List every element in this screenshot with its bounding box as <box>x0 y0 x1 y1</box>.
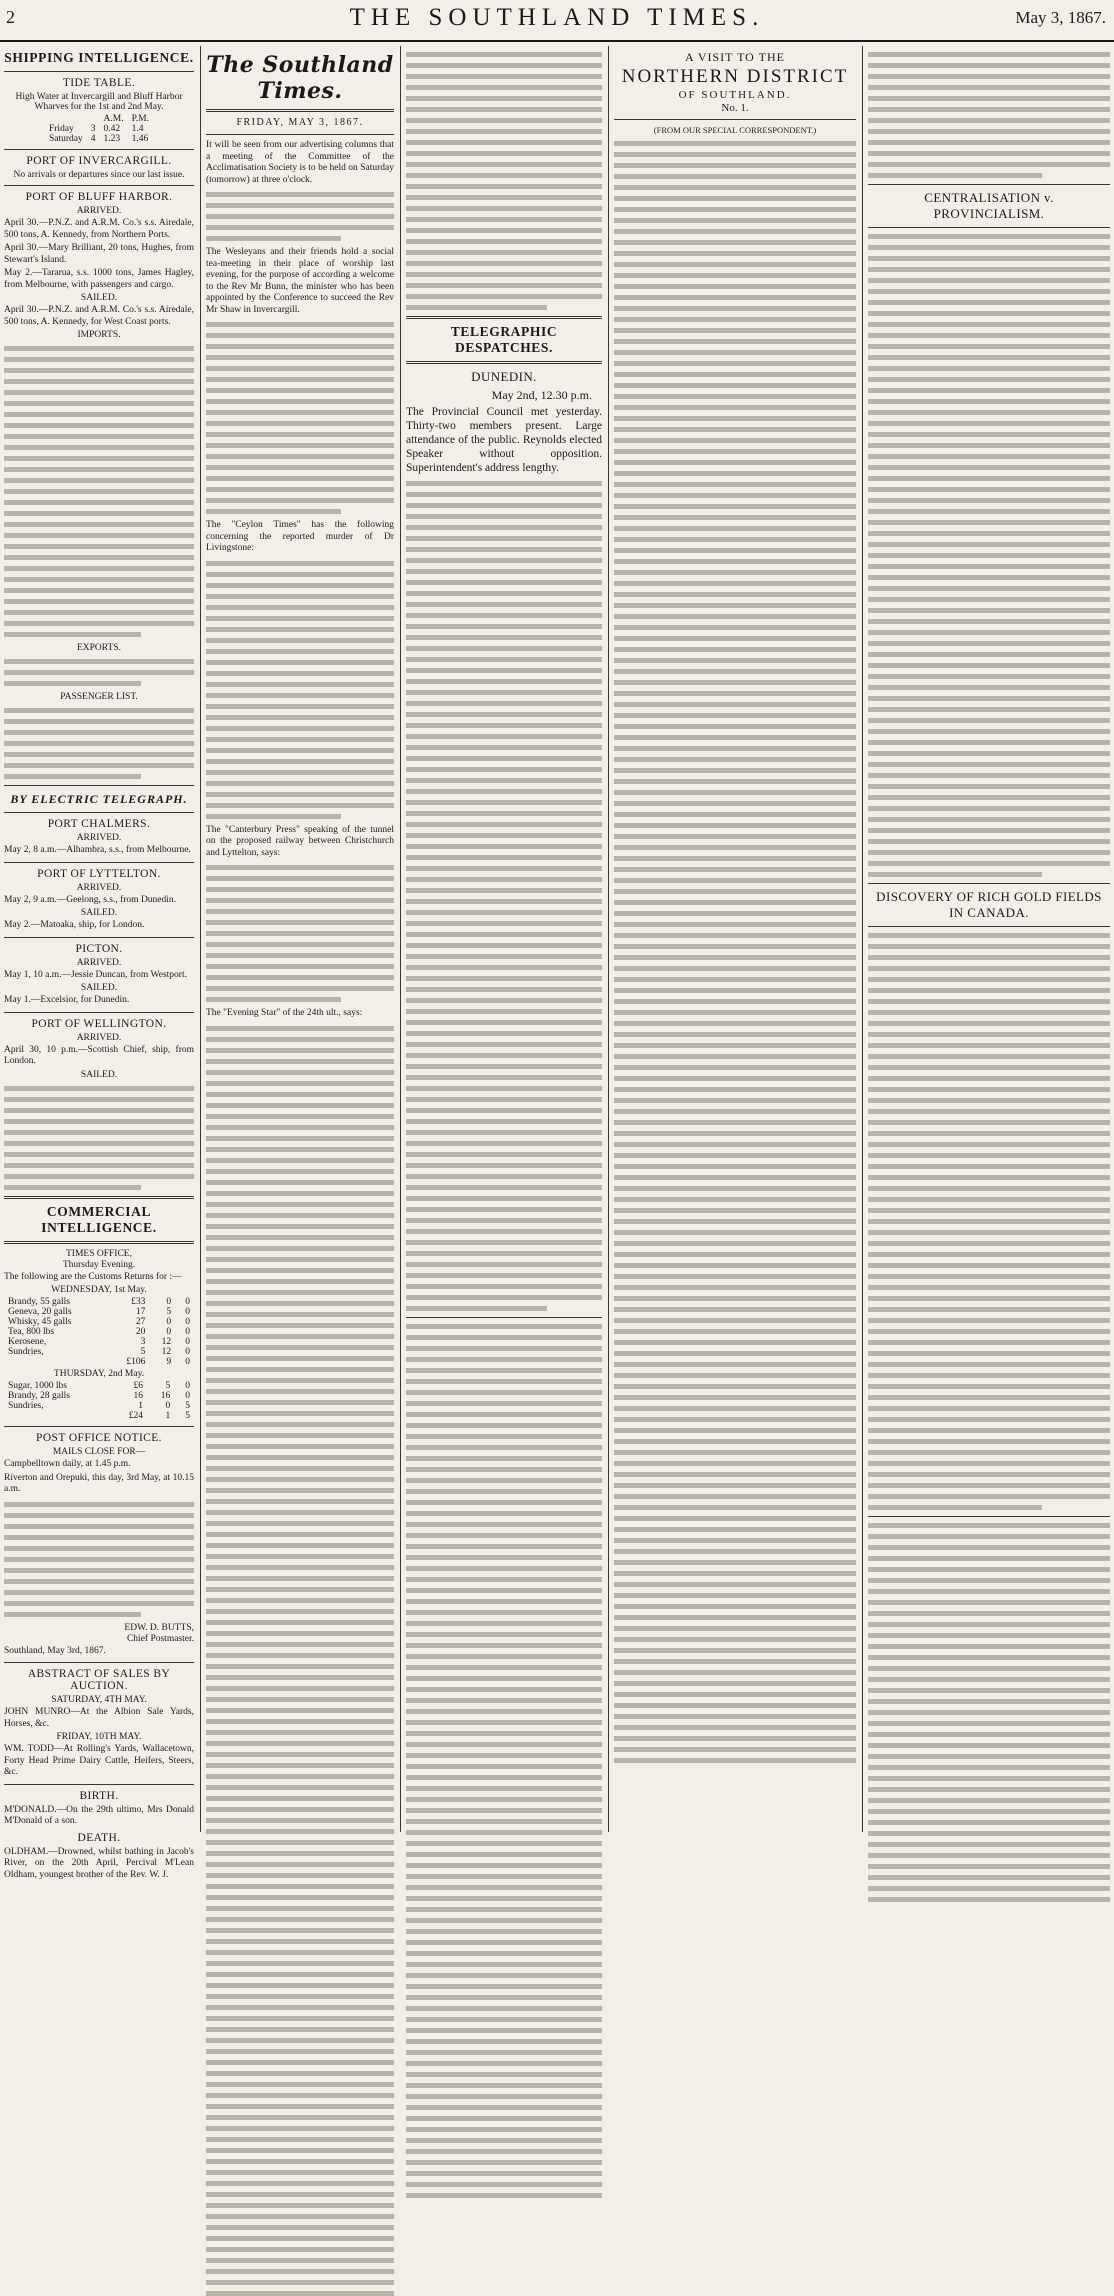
paragraph-text <box>206 1026 394 2296</box>
exports-text <box>4 659 194 686</box>
table-row: Geneva, 20 galls 17 5 0 <box>8 1307 190 1317</box>
auction-day: FRIDAY, 10TH MAY. <box>56 1732 142 1742</box>
port-chalmers-heading: PORT CHALMERS. <box>47 818 151 830</box>
arrived-label: ARRIVED. <box>76 833 122 843</box>
column-telegraphic <box>402 46 606 1832</box>
auction-heading: ABSTRACT OF SALES BY AUCTION. <box>27 1668 171 1692</box>
column-centralisation <box>864 46 1114 1832</box>
commercial-heading: COMMERCIAL INTELLIGENCE. <box>41 1203 157 1235</box>
table-row: Sundries, 1 0 5 <box>8 1401 190 1411</box>
customs-table <box>4 1297 194 1367</box>
sailed-label: SAILED. <box>80 1069 118 1080</box>
paragraph-text <box>206 322 394 514</box>
tide-table <box>45 114 153 144</box>
auction-item: JOHN MUNRO—At the Albion Sale Yards, Horses, &c. <box>4 1707 194 1729</box>
arrival-entry: April 30.—P.N.Z. and A.R.M. Co.'s s.s. Airedale, 500 tons, A. Kennedy, from Northern Ports. <box>4 218 194 240</box>
canada-text <box>868 933 1110 1510</box>
arrived-label: ARRIVED. <box>76 1032 122 1043</box>
column-shipping <box>0 46 198 1880</box>
port-invercargill-heading: PORT OF INVERCARGILL. <box>26 155 172 167</box>
customs-intro: The following are the Customs Returns for :— <box>4 1271 182 1282</box>
post-dated: Southland, May 3rd, 1867. <box>4 1645 106 1656</box>
sailed-text <box>4 1086 194 1190</box>
visit-text <box>614 141 856 1763</box>
customs-table <box>4 1381 194 1421</box>
total-row: £24 1 5 <box>128 1411 190 1421</box>
editorial-paragraph: The "Ceylon Times" has the following concerning the reported murder of Dr Livingstone: <box>206 520 394 553</box>
paper-title: THE SOUTHLAND TIMES. <box>349 4 765 31</box>
issue-date: May 3, 1867. <box>1015 8 1106 27</box>
table-row: Friday 3 0.42 1.4 <box>48 124 144 134</box>
port-bluff-heading: PORT OF BLUFF HARBOR. <box>25 191 173 203</box>
editorial-date: FRIDAY, MAY 3, 1867. <box>236 117 364 128</box>
table-row: Sundries, 5 12 0 <box>8 1347 190 1357</box>
death-notice: OLDHAM.—Drowned, whilst bathing in Jacob's River, on the 20th April, Percival M'Lean Oldham, youngest brother of the Rev. W. J. <box>4 1846 194 1880</box>
table-row: Saturday 4 1.23 1.46 <box>48 134 149 144</box>
electric-telegraph-heading: BY ELECTRIC TELEGRAPH. <box>10 792 188 806</box>
table-row: Brandy, 28 galls 16 16 0 <box>8 1391 190 1401</box>
total-row: £106 9 0 <box>126 1357 190 1367</box>
tide-subhead: High Water at Invercargill and Bluff Harbor Wharves for the 1st and 2nd May. <box>15 92 183 112</box>
tide-col-am: A.M. <box>103 114 124 124</box>
column-editorial <box>202 46 398 1832</box>
birth-heading: BIRTH. <box>79 1789 119 1802</box>
column-visit <box>610 46 860 1832</box>
birth-notice: M'DONALD.—On the 29th ultimo, Mrs Donald M'Donald of a son. <box>4 1804 194 1826</box>
prophecy-text <box>868 1523 1110 1902</box>
page-number: 2 <box>6 7 15 27</box>
centralisation-heading: CENTRALISATION v. PROVINCIALISM. <box>924 190 1054 221</box>
sailed-label: SAILED. <box>80 293 118 303</box>
telegraphic-place: DUNEDIN. <box>471 369 537 384</box>
table-row: Brandy, 55 galls £33 0 0 <box>8 1297 190 1307</box>
smaller-paragraphs <box>406 1324 602 2198</box>
sailed-entry: April 30.—P.N.Z. and A.R.M. Co.'s s.s. Airedale, 500 tons, A. Kennedy, for West Coast ports. <box>4 305 194 327</box>
mail-entry: Campbelltown daily, at 1.45 p.m. <box>4 1459 131 1469</box>
sailed-label: SAILED. <box>80 983 118 993</box>
auction-day: SATURDAY, 4TH MAY. <box>51 1695 147 1705</box>
arrival-entry: May 2.—Tararua, s.s. 1000 tons, James Hagley, from Melbourne, with passengers and cargo. <box>4 268 194 290</box>
sailed-label: SAILED. <box>80 908 118 918</box>
shipping-heading: SHIPPING INTELLIGENCE. <box>4 50 194 65</box>
mail-entry: Riverton and Orepuki, this day, 3rd May, at 10.15 a.m. <box>4 1472 194 1494</box>
arrival-entry: April 30, 10 p.m.—Scottish Chief, ship, from London. <box>4 1044 194 1066</box>
arrival-entry: April 30.—Mary Brilliant, 20 tons, Hughes, from Stewart's Island. <box>4 243 194 265</box>
arrival-entry: May 2, 8 a.m.—Alhambra, s.s., from Melbourne. <box>4 845 191 855</box>
editorial-paragraph: The Wesleyans and their friends hold a social tea-meeting in their place of worship last evening, for the purpose of according a welcome to the Rev Mr Bunn, the minister who has been appointed by the Conference to succeed the Rev Mr Shaw in Invercargill. <box>206 247 394 315</box>
times-office: TIMES OFFICE, <box>66 1248 132 1259</box>
arrival-entry: May 1, 10 a.m.—Jessie Duncan, from Westport. <box>4 969 187 980</box>
sailed-entry: May 1.—Excelsior, for Dunedin. <box>4 995 130 1005</box>
telegraphic-heading: TELEGRAPHIC DESPATCHES. <box>450 324 558 355</box>
paragraph-text <box>206 865 394 1002</box>
post-office-heading: POST OFFICE NOTICE. <box>36 1432 162 1444</box>
mail-text <box>4 1502 194 1617</box>
passenger-text <box>4 708 194 779</box>
column-rule <box>862 46 863 1832</box>
arrival-entry: May 2, 9 a.m.—Geelong, s.s., from Dunedin. <box>4 894 177 905</box>
column-rule <box>400 46 401 1832</box>
customs-day: THURSDAY, 2nd May. <box>53 1369 145 1379</box>
auction-item: WM. TODD—At Rolling's Yards, Wallacetown, Forty Head Prime Dairy Cattle, Heifers, Steers, &c. <box>4 1744 194 1777</box>
editorial-paragraph: The "Evening Star" of the 24th ult., says: <box>206 1008 363 1018</box>
editorial-paragraph: The "Canterbury Press" speaking of the tunnel on the proposed railway between Christchurch and Lyttelton, says: <box>206 824 394 858</box>
visit-byline: (FROM OUR SPECIAL CORRESPONDENT.) <box>653 125 817 135</box>
telegraphic-text <box>406 481 602 1311</box>
death-heading: DEATH. <box>77 1831 121 1844</box>
imports-label: IMPORTS. <box>77 330 121 340</box>
telegraphic-paragraph: The Provincial Council met yesterday. Thirty-two members present. Large attendance of the public. Reynolds elected Speaker without opposition. Superintendent's address lengthy. <box>406 406 602 474</box>
mails-close: MAILS CLOSE FOR— <box>52 1447 146 1457</box>
passenger-list-label: PASSENGER LIST. <box>60 692 138 702</box>
visit-heading-3: OF SOUTHLAND. <box>678 89 792 101</box>
column-rule <box>200 46 201 1832</box>
table-row: Whisky, 45 galls 27 0 0 <box>8 1317 190 1327</box>
postmaster-name: EDW. D. BUTTS, <box>124 1622 194 1633</box>
continued-text <box>868 52 1110 178</box>
paragraph-text <box>206 192 394 241</box>
telegraphic-dateline: May 2nd, 12.30 p.m. <box>491 388 592 402</box>
centralisation-text <box>868 234 1110 877</box>
customs-day: WEDNESDAY, 1st May. <box>51 1285 147 1295</box>
port-lyttelton-heading: PORT OF LYTTELTON. <box>37 867 161 880</box>
table-row: Kerosene, 3 12 0 <box>8 1337 190 1347</box>
visit-number: No. 1. <box>721 102 749 114</box>
editorial-paragraph: It will be seen from our advertising columns that a meeting of the Committee of the Acclimatisation Society is to be held on Saturday (tomorrow) at three o'clock. <box>206 140 394 185</box>
arrived-label: ARRIVED. <box>76 882 122 893</box>
visit-heading-1: A VISIT TO THE <box>685 50 785 64</box>
picton-heading: PICTON. <box>75 942 123 955</box>
paragraph-text <box>206 561 394 819</box>
visit-heading-2: NORTHERN DISTRICT <box>621 66 849 87</box>
table-row: Sugar, 1000 lbs £6 5 0 <box>8 1381 190 1391</box>
continued-text <box>406 52 602 310</box>
tide-col-pm: P.M. <box>131 114 150 124</box>
arrived-label: ARRIVED. <box>76 957 122 968</box>
editorial-title: The Southland Times. <box>206 52 394 104</box>
sailed-entry: May 2.—Matoaka, ship, for London. <box>4 920 145 930</box>
tide-heading: TIDE TABLE. <box>62 77 136 89</box>
evening-label: Thursday Evening. <box>62 1259 136 1270</box>
arrived-label: ARRIVED. <box>76 206 122 216</box>
table-row: Tea, 800 lbs 20 0 0 <box>8 1327 190 1337</box>
port-note: No arrivals or departures since our last issue. <box>13 170 185 180</box>
exports-label: EXPORTS. <box>76 643 122 653</box>
column-rule <box>608 46 609 1832</box>
postmaster-title: Chief Postmaster. <box>126 1633 194 1644</box>
canada-heading: DISCOVERY OF RICH GOLD FIELDS IN CANADA. <box>876 889 1102 920</box>
masthead <box>0 0 1114 42</box>
port-wellington-heading: PORT OF WELLINGTON. <box>31 1017 167 1030</box>
imports-text <box>4 346 194 637</box>
